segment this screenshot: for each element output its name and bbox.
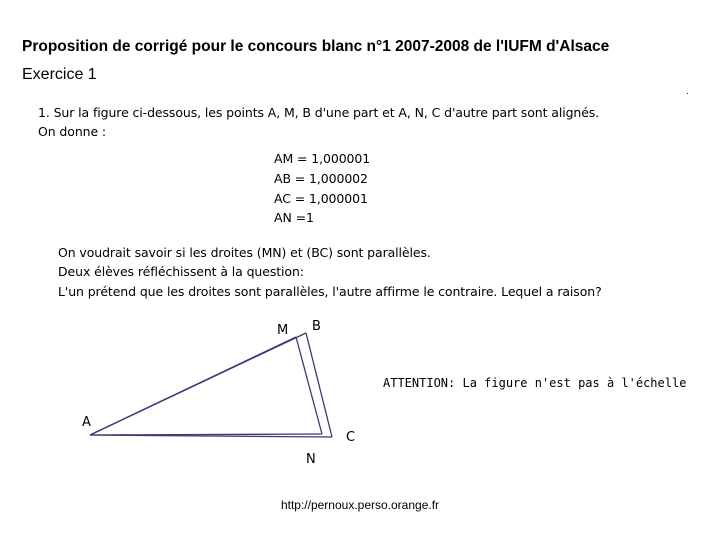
scale-warning: ATTENTION: La figure n'est pas à l'échelle — [383, 376, 687, 390]
segment-an — [90, 434, 322, 435]
statement-line-2: On donne : — [38, 124, 107, 139]
corner-mark: . — [686, 86, 689, 97]
question-line-1: On voudrait savoir si les droites (MN) et (BC) sont parallèles. — [58, 245, 431, 260]
question-line-2: Deux élèves réfléchissent à la question: — [58, 264, 304, 279]
given-ab: AB = 1,000002 — [274, 171, 368, 186]
document-title: Proposition de corrigé pour le concours blanc n°1 2007-2008 de l'IUFM d'Alsace — [22, 38, 610, 55]
question-line-3: L'un prétend que les droites sont parallèles, l'autre affirme le contraire. Lequel a raison? — [58, 284, 602, 299]
source-url: http://pernoux.perso.orange.fr — [280, 498, 440, 512]
label-n: N — [306, 452, 316, 467]
given-ac: AC = 1,000001 — [274, 191, 368, 206]
exercise-heading: Exercice 1 — [22, 66, 97, 83]
given-am: AM = 1,000001 — [274, 151, 371, 166]
figure-lines — [90, 333, 332, 437]
label-b: B — [312, 319, 321, 334]
label-m: M — [277, 323, 289, 338]
segment-mn — [296, 337, 322, 434]
given-an: AN =1 — [274, 210, 314, 225]
statement-line-1: 1. Sur la figure ci-dessous, les points A, M, B d'une part et A, N, C d'autre part sont alignés. — [38, 105, 600, 120]
label-a: A — [82, 415, 91, 430]
segment-am — [90, 337, 296, 435]
label-c: C — [346, 430, 356, 445]
